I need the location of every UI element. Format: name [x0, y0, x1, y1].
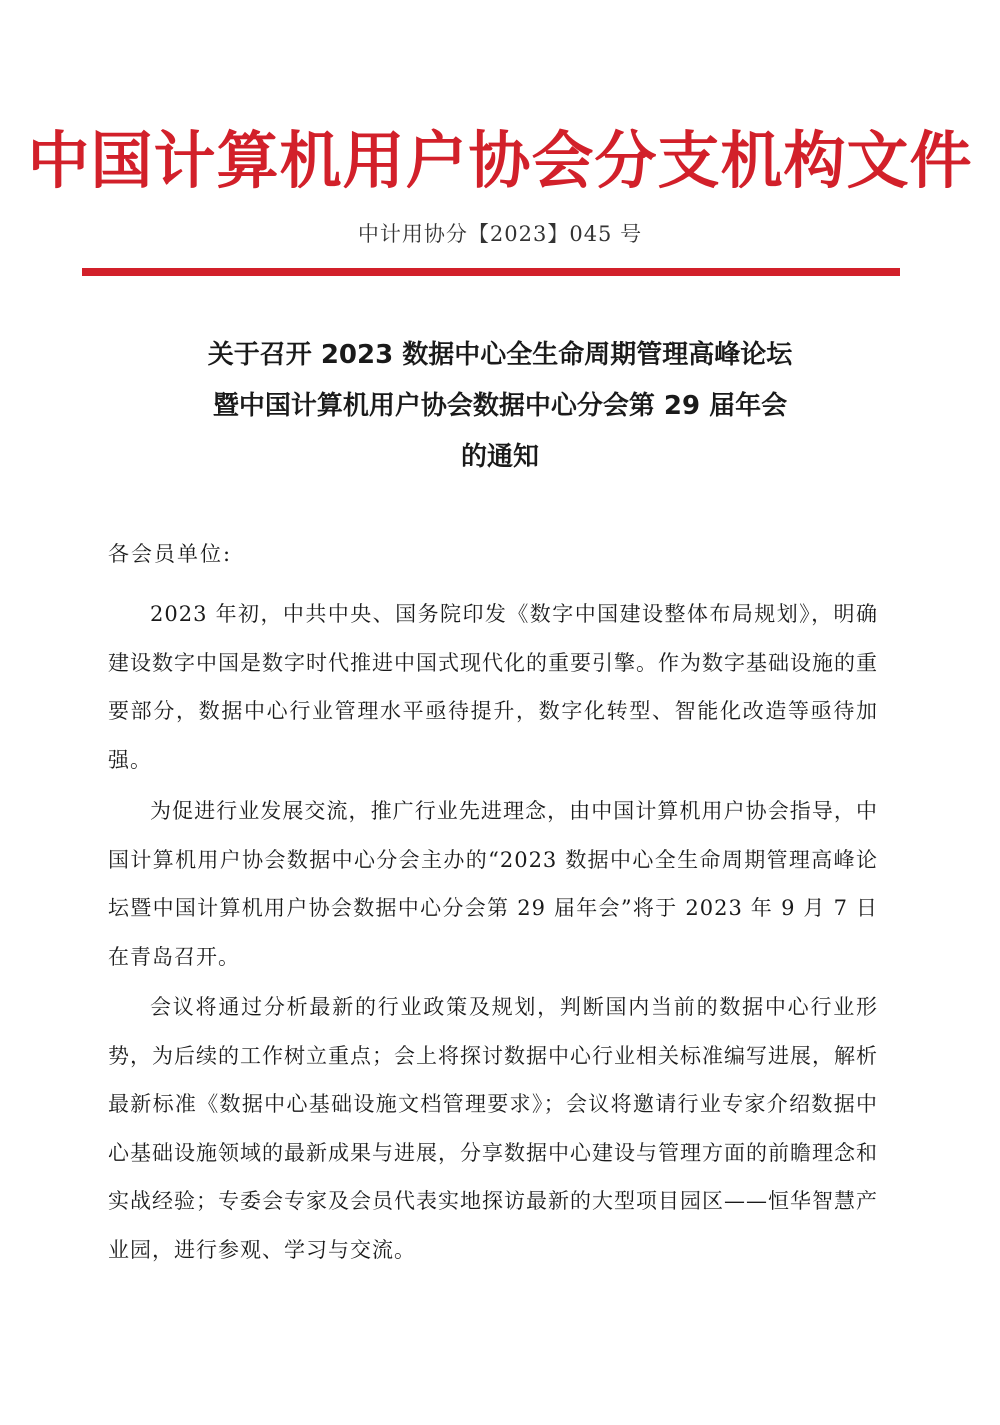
salutation: 各会员单位: [108, 542, 233, 566]
notice-title-line: 的通知 [460, 442, 539, 472]
body-paragraph: 2023 年初，中共中央、国务院印发《数字中国建设整体布局规划》，明确建设数字中国是数字时代推进中国式现代化的重要引擎。作为数字基础设施的重要部分，数据中心行业管理水平亟待提升，数字化转型、智能化改造等亟待加强。 [108, 602, 878, 772]
notice-title-line: 关于召开 2023 数据中心全生命周期管理高峰论坛 [207, 340, 793, 370]
notice-title [0, 330, 1000, 483]
notice-title-line: 暨中国计算机用户协会数据中心分会第 29 届年会 [212, 391, 788, 421]
org-header-title: 中国计算机用户协会分支机构文件 [27, 124, 973, 197]
body-paragraph: 会议将通过分析最新的行业政策及规划，判断国内当前的数据中心行业形势，为后续的工作树立重点；会上将探讨数据中心行业相关标准编写进展，解析最新标准《数据中心基础设施文档管理要求》；会议将邀请行业专家介绍数据中心基础设施领域的最新成果与进展，分享数据中心建设与管理方面的前瞻理念和实战经验；专委会专家及会员代表实地探访最新的大型项目园区——恒华智慧产业园，进行参观、学习与交流。 [108, 995, 878, 1262]
body-paragraph: 为促进行业发展交流，推广行业先进理念，由中国计算机用户协会指导，中国计算机用户协会数据中心分会主办的“2023 数据中心全生命周期管理高峰论坛暨中国计算机用户协会数据中心分会第 29 届年会”将于 2023 年 9 月 7 日在青岛召开。 [108, 799, 878, 969]
document-number: 中计用协分【2023】045 号 [357, 222, 643, 246]
header-divider [82, 268, 900, 276]
